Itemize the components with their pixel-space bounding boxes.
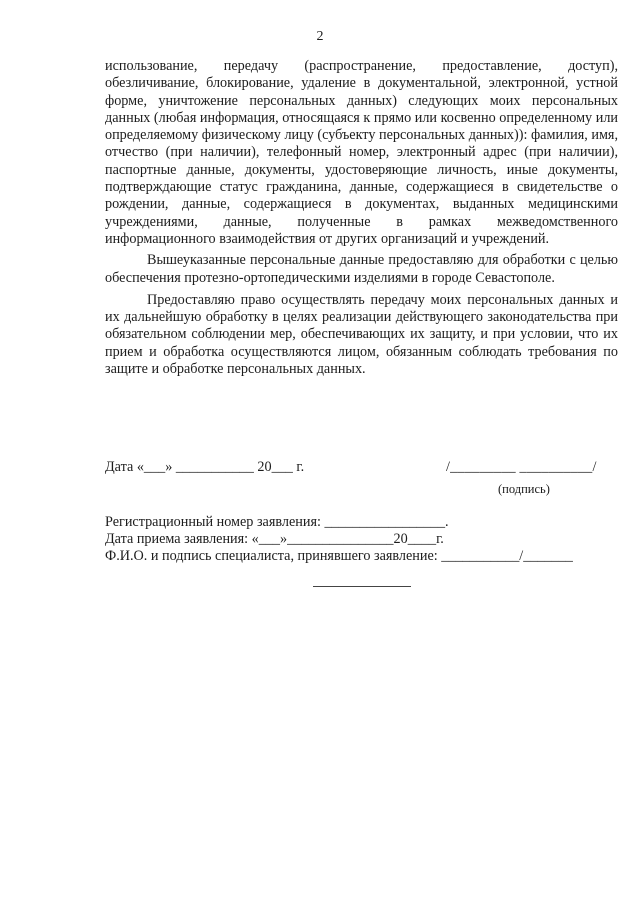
specialist-signature-line: Ф.И.О. и подпись специалиста, принявшего заявление: ___________/_______ (105, 548, 573, 564)
signature-line: /_________ __________/ (446, 459, 597, 475)
paragraph-transfer-right: Предоставляю право осуществлять передачу моих персональных данных и их дальнейшую обработку в целях реализации действующего законодательства при обязательном соблюдении мер, обеспечивающих их защиту, и при условии, что их прием и обработка осуществляются лицом, обязанным соблюдать требования по защите и обработке персональных данных. (105, 291, 618, 378)
date-line: Дата «___» ___________ 20___ г. (105, 459, 305, 475)
receipt-date-line: Дата приема заявления: «___»_______________20____г. (105, 531, 444, 547)
body-text (105, 58, 618, 378)
paragraph-consent-scope: использование, передачу (распространение, предоставление, доступ), обезличивание, блокирование, удаление в документальной, электронной, устной форме, уничтожение персональных данных) следующих моих персональных данных (любая информация, относящаяся к прямо или косвенно определенному или определяемому физическому лицу (субъекту персональных данных)): фамилия, имя, отчество (при наличии), телефонный номер, электронный адрес (при наличии), паспортные данные, документы, удостоверяющие личность, иные документы, подтверждающие статус гражданина, данные, содержащиеся в свидетельстве о рождении, данные, содержащиеся в документах, выданных медицинскими учреждениями, данные, полученные в рамках межведомственного информационного взаимодействия от других организаций и учреждений. (105, 58, 618, 247)
registration-number-line: Регистрационный номер заявления: _________________. (105, 514, 449, 530)
signature-caption: (подпись) (498, 482, 550, 496)
page-number: 2 (316, 29, 324, 44)
closing-rule (313, 586, 411, 587)
paragraph-purpose: Вышеуказанные персональные данные предоставляю для обработки с целью обеспечения протезно-ортопедическими изделиями в городе Севастополе. (105, 252, 618, 286)
